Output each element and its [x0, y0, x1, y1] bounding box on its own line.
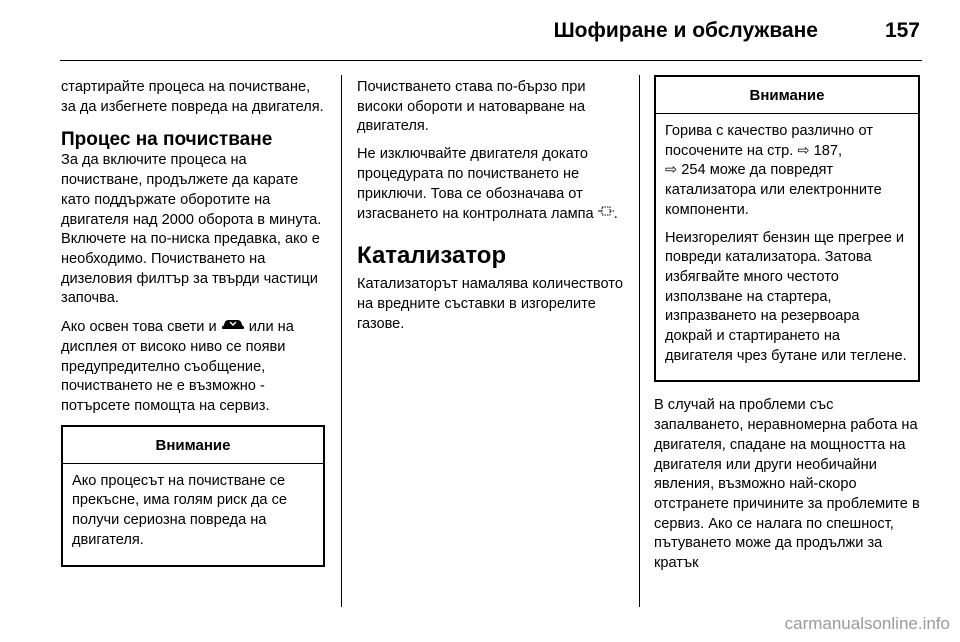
- page-ref[interactable]: 187: [813, 142, 838, 159]
- paragraph: Ако освен това свети и или на дисплея от високо ниво се появи предупредително съобщение, почистването не е възможно - потърсете помощта на сервиз.: [61, 317, 325, 417]
- page-title: Шофиране и обслужване: [553, 19, 818, 42]
- paragraph: Не изключвайте двигателя докато процедурата по почистването не приключи. Това се обозначава от изгасването на контролната лампа .: [357, 145, 623, 225]
- paragraph: Почистването става по-бързо при високи обороти и натоварване на двигателя.: [357, 79, 586, 135]
- paragraph: За да включите процеса на почистване, продължете да карате като поддържате оборотите на двигателя над 2000 оборота в минута. Включете на по-ниска предавка, ако е необходимо. Почистването на дизеловия филтър за твърди частици започва.: [61, 152, 322, 307]
- warning-title: Внимание: [63, 427, 323, 464]
- warning-text: Горива с качество различно от посочените на стр. ⇨ 187, ⇨ 254 може да повредят катализатора или електронните компоненти.: [665, 123, 882, 218]
- page-ref-arrow-icon: ⇨: [665, 162, 678, 179]
- paragraph: В случай на проблеми със запалването, неравномерна работа на двигателя, спадане на мощността на двигателя или други необичайни явления, възможно най-скоро отстранете причините за проблемите в сервиз. Ако се налага по спешност, пътуването може да продължи за кратък: [654, 397, 920, 572]
- section-heading: Процес на почистване: [61, 129, 273, 151]
- page-ref-arrow-icon: ⇨: [797, 142, 810, 159]
- paragraph: стартирайте процеса на почистване, за да избегнете повреда на двигателя.: [61, 79, 324, 115]
- warning-text: Неизгорелият бензин ще прегрее и повреди катализатора. Затова избягвайте много честото използване на стартера, изпразването на резервоара докрай и стартирането на двигателя чрез бутане или теглене.: [665, 229, 907, 364]
- watermark: carmanualsonline.info: [784, 614, 950, 633]
- warning-title: Внимание: [656, 77, 918, 114]
- header-rule: [60, 60, 922, 61]
- warning-text: Ако процесът на почистване се прекъсне, има голям риск да се получи сериозна повреда на двигателя.: [72, 472, 287, 548]
- service-car-icon: [221, 317, 245, 338]
- column-divider: [341, 75, 342, 607]
- section-heading: Катализатор: [357, 242, 507, 270]
- filter-lamp-icon: [598, 204, 614, 225]
- column-right: [654, 75, 920, 582]
- column-middle: [357, 78, 623, 342]
- warning-box: [61, 425, 325, 567]
- column-divider: [639, 75, 640, 607]
- warning-box: [654, 75, 920, 382]
- page-header: [60, 0, 922, 62]
- page-number: 157: [884, 19, 920, 42]
- page-ref[interactable]: 254: [681, 162, 706, 179]
- paragraph: Катализаторът намалява количеството на вредните съставки в изгорелите газове.: [357, 276, 623, 332]
- column-left: [61, 78, 325, 567]
